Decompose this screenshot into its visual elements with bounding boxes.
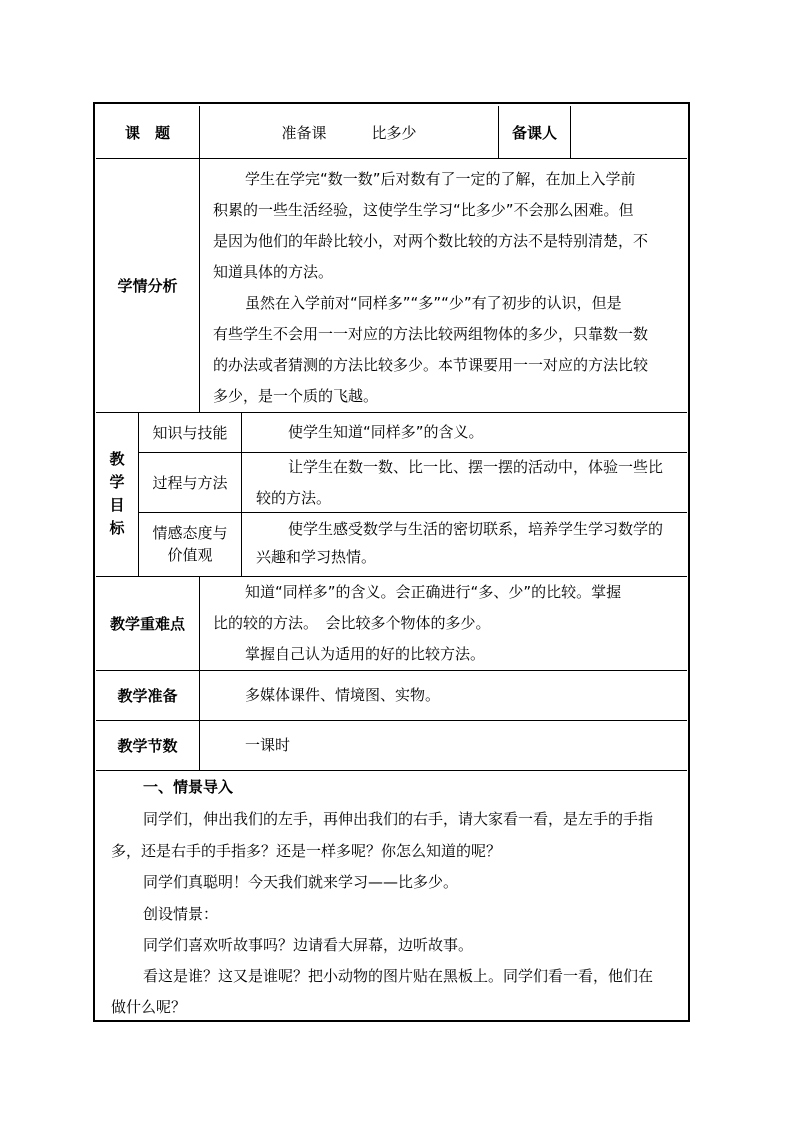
knowledge-label: 知识与技能 — [152, 423, 228, 442]
preparation-label: 教学准备 — [117, 686, 178, 705]
analysis-line: 积累的一些生活经验，这使学生学习“比多少”不会那么困难。但 — [213, 201, 634, 219]
subject-label: 课 题 — [124, 123, 170, 142]
process-text-line: 让学生在数一数、比一比、摆一摆的活动中，体验一些比 — [288, 458, 664, 476]
column-divider — [199, 576, 200, 770]
column-divider — [241, 412, 242, 576]
preparer-label: 备课人 — [511, 123, 557, 142]
emotion-label-line: 价值观 — [167, 546, 213, 564]
process-line: 看这是谁？这又是谁呢？把小动物的图片贴在黑板上。同学们看一看，他们在 — [143, 967, 654, 985]
process-label: 过程与方法 — [152, 473, 228, 492]
analysis-line: 多少，是一个质的飞越。 — [213, 387, 379, 405]
knowledge-text: 使学生知道“同样多”的含义。 — [288, 423, 484, 441]
periods-text: 一课时 — [245, 736, 291, 754]
emotion-text-line: 使学生感受数学与生活的密切联系，培养学生学习数学的 — [288, 520, 664, 538]
analysis-label: 学情分析 — [117, 276, 178, 295]
column-divider — [199, 158, 200, 412]
objectives-label-char: 教 — [109, 450, 125, 468]
objectives-label-char: 目 — [109, 496, 125, 514]
process-line: 做什么呢？ — [111, 998, 187, 1016]
objectives-label-char: 标 — [109, 519, 125, 537]
key-points-line: 比的较的方法。 会比较多个物体的多少。 — [213, 614, 491, 632]
analysis-line: 学生在学完“数一数”后对数有了一定的了解，在加上入学前 — [245, 170, 636, 188]
objectives-label-char: 学 — [109, 473, 125, 491]
emotion-label — [139, 512, 241, 576]
key-points-label: 教学重难点 — [109, 614, 185, 633]
analysis-line: 的办法或者猜测的方法比较多少。本节课要用一一对应的方法比较 — [213, 356, 649, 374]
preparation-text: 多媒体课件、情境图、实物。 — [245, 686, 441, 704]
process-line: 同学们真聪明！今天我们就来学习——比多少。 — [143, 873, 459, 891]
emotion-label-line: 情感态度与 — [152, 524, 228, 542]
process-line: 同学们，伸出我们的左手，再伸出我们的右手，请大家看一看，是左手的手指 — [143, 810, 654, 828]
key-points-line: 掌握自己认为适用的好的比较方法。 — [245, 645, 486, 663]
key-points-line: 知道“同样多”的含义。会正确进行“多、少”的比较。掌握 — [245, 583, 622, 601]
process-line: 多，还是右手的手指多？还是一样多呢？你怎么知道的呢？ — [111, 842, 502, 860]
analysis-line: 知道具体的方法。 — [213, 263, 334, 281]
emotion-text-line: 兴趣和学习热情。 — [256, 548, 377, 566]
process-line: 创设情景： — [143, 905, 219, 923]
row-divider — [96, 770, 687, 771]
analysis-line: 有些学生不会用一一对应的方法比较两组物体的多少，只靠数一数 — [213, 325, 649, 343]
lesson-title: 准备课 比多少 — [281, 123, 417, 142]
objectives-label — [96, 412, 138, 576]
process-line: 同学们喜欢听故事吗？边请看大屏幕，边听故事。 — [143, 936, 474, 954]
analysis-line: 虽然在入学前对“同样多”“多”“少”有了初步的认识，但是 — [245, 294, 622, 312]
process-text-line: 较的方法。 — [256, 489, 332, 507]
periods-label: 教学节数 — [117, 736, 178, 755]
analysis-line: 是因为他们的年龄比较小，对两个数比较的方法不是特别清楚，不 — [213, 232, 649, 250]
preparer-name — [571, 106, 687, 158]
process-heading: 一、情景导入 — [143, 778, 234, 796]
